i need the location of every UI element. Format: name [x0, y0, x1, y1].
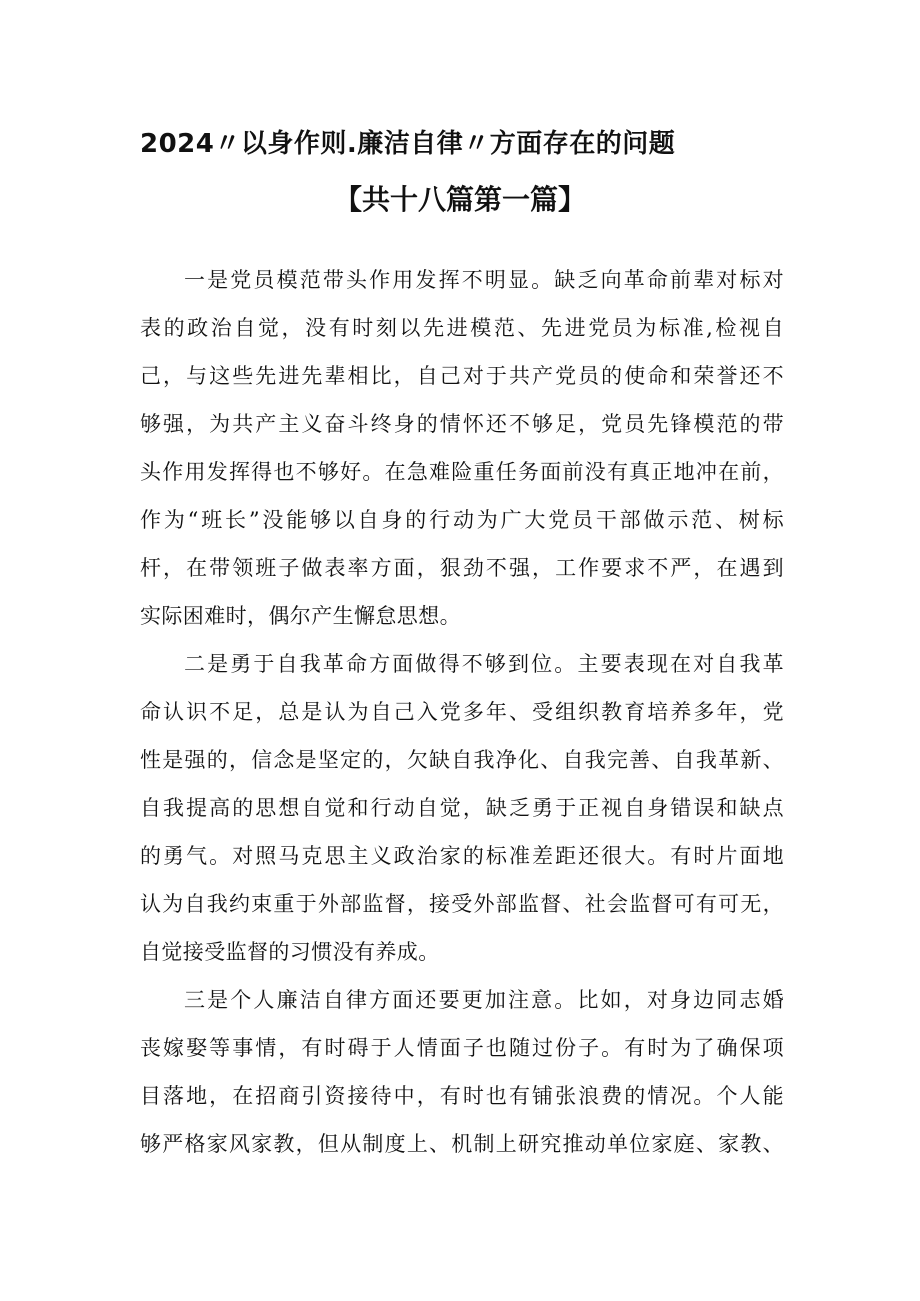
paragraph-line: 命认识不足，总是认为自己入党多年、受组织教育培养多年，党	[140, 700, 784, 724]
paragraph-1	[140, 256, 784, 640]
paragraph-3	[140, 976, 784, 1168]
paragraph-line: 杆，在带领班子做表率方面，狠劲不强，工作要求不严，在遇到	[140, 556, 784, 580]
paragraph-line: 性是强的，信念是坚定的，欠缺自我净化、自我完善、自我革新、	[140, 748, 784, 772]
paragraph-line: 表的政治自觉，没有时刻以先进模范、先进党员为标准,检视自	[140, 316, 784, 340]
paragraph-line: 己，与这些先进先辈相比，自己对于共产党员的使命和荣誉还不	[140, 364, 784, 388]
paragraph-line: 一是党员模范带头作用发挥不明显。缺乏向革命前辈对标对	[184, 268, 784, 292]
paragraph-line: 够严格家风家教，但从制度上、机制上研究推动单位家庭、家教、	[140, 1132, 784, 1156]
paragraph-line: 作为“班长”没能够以自身的行动为广大党员干部做示范、树标	[140, 508, 784, 532]
paragraph-line: 实际困难时，偶尔产生懈怠思想。	[140, 604, 461, 628]
paragraph-line: 头作用发挥得也不够好。在急难险重任务面前没有真正地冲在前，	[140, 460, 784, 484]
document-subtitle: 【共十八篇第一篇】	[333, 183, 586, 216]
paragraph-2	[140, 640, 784, 976]
paragraph-line: 够强，为共产主义奋斗终身的情怀还不够足，党员先锋模范的带	[140, 412, 784, 436]
paragraph-line: 的勇气。对照马克思主义政治家的标准差距还很大。有时片面地	[140, 844, 784, 868]
paragraph-line: 二是勇于自我革命方面做得不够到位。主要表现在对自我革	[184, 652, 784, 676]
paragraph-line: 丧嫁娶等事情，有时碍于人情面子也随过份子。有时为了确保项	[140, 1036, 784, 1060]
paragraph-line: 自我提高的思想自觉和行动自觉，缺乏勇于正视自身错误和缺点	[140, 796, 784, 820]
paragraph-line: 目落地，在招商引资接待中，有时也有铺张浪费的情况。个人能	[140, 1084, 784, 1108]
paragraph-line: 三是个人廉洁自律方面还要更加注意。比如，对身边同志婚	[184, 988, 784, 1012]
document-title: 2024〃以身作则.廉洁自律〃方面存在的问题	[140, 129, 676, 159]
paragraph-line: 认为自我约束重于外部监督，接受外部监督、社会监督可有可无，	[140, 892, 784, 916]
paragraph-line: 自觉接受监督的习惯没有养成。	[140, 940, 440, 964]
